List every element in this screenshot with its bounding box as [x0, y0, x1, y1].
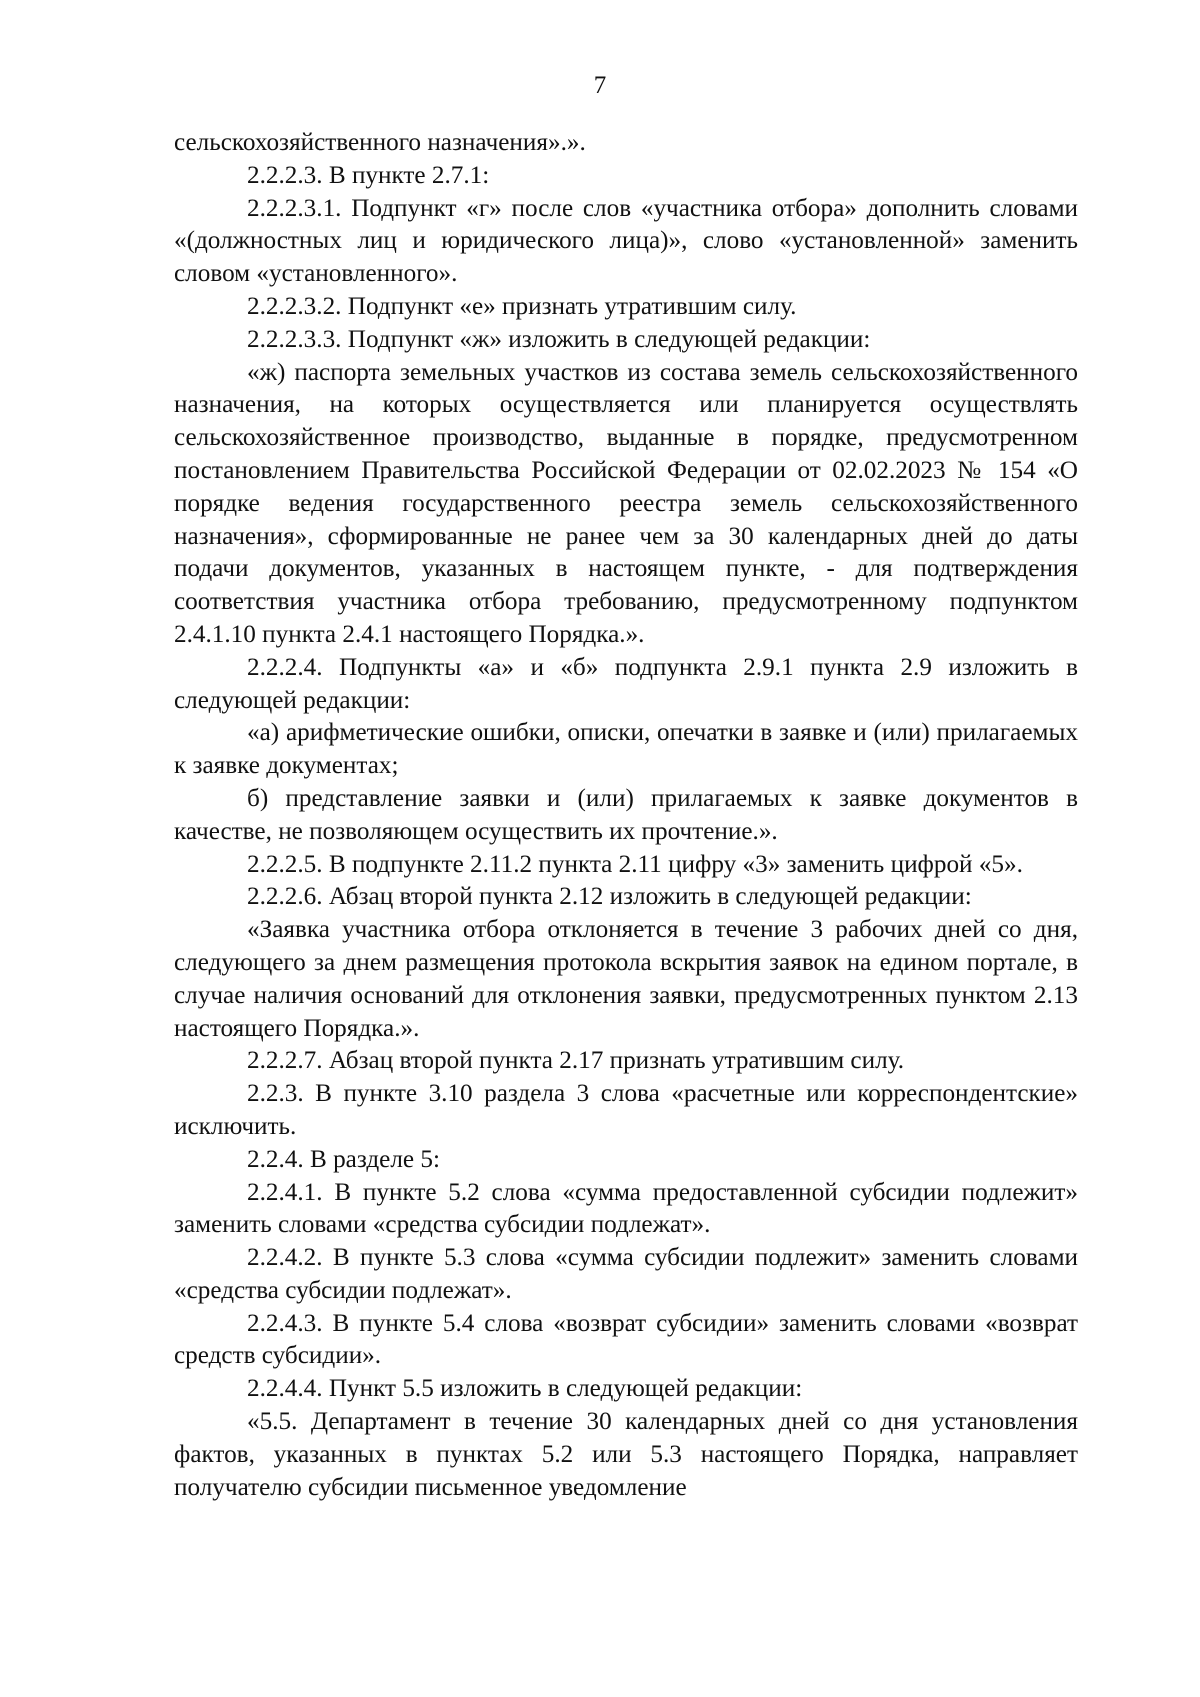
paragraph: сельскохозяйственного назначения».».: [174, 129, 586, 156]
paragraph: 2.2.4. В разделе 5:: [247, 1145, 440, 1173]
paragraph: 2.2.4.2. В пункте 5.3 слова «сумма субсидии подлежит» заменить словами «средства субсидии подлежат».: [174, 1244, 1078, 1304]
paragraph: «5.5. Департамент в течение 30 календарных дней со дня установления фактов, указанных в пунктах 5.2 или 5.3 настоящего Порядка, направляет получателю субсидии письменное уведомление: [174, 1408, 1078, 1501]
paragraph: 2.2.4.4. Пункт 5.5 изложить в следующей редакции:: [247, 1375, 803, 1403]
paragraph: 2.2.2.5. В подпункте 2.11.2 пункта 2.11 цифру «3» заменить цифрой «5».: [247, 850, 1023, 878]
page-number: 7: [593, 72, 607, 99]
paragraph: 2.2.2.3.3. Подпункт «ж» изложить в следующей редакции:: [247, 325, 871, 353]
paragraph: 2.2.4.1. В пункте 5.2 слова «сумма предоставленной субсидии подлежит» заменить словами «средства субсидии подлежат».: [174, 1178, 1078, 1239]
paragraph: 2.2.2.4. Подпункты «а» и «б» подпункта 2.9.1 пункта 2.9 изложить в следующей редакции:: [174, 653, 1078, 714]
paragraph: 2.2.2.7. Абзац второй пункта 2.17 признать утратившим силу.: [247, 1047, 905, 1075]
paragraph: 2.2.3. В пункте 3.10 раздела 3 слова «расчетные или корреспондентские» исключить.: [174, 1080, 1078, 1140]
paragraph: «а) арифметические ошибки, описки, опечатки в заявке и (или) прилагаемых к заявке документах;: [174, 719, 1078, 780]
document-body: [174, 127, 1078, 1504]
paragraph: 2.2.2.3. В пункте 2.7.1:: [247, 161, 490, 189]
paragraph: 2.2.4.3. В пункте 5.4 слова «возврат субсидии» заменить словами «возврат средств субсидии».: [174, 1309, 1078, 1370]
paragraph: 2.2.2.6. Абзац второй пункта 2.12 изложить в следующей редакции:: [247, 883, 972, 911]
paragraph: 2.2.2.3.2. Подпункт «е» признать утратившим силу.: [247, 292, 797, 320]
paragraph: «Заявка участника отбора отклоняется в течение 3 рабочих дней со дня, следующего за днем размещения протокола вскрытия заявок на едином портале, в случае наличия оснований для отклонения заявки, предусмотренных пунктом 2.13 настоящего Порядка.».: [174, 916, 1078, 1042]
paragraph: «ж) паспорта земельных участков из состава земель сельскохозяйственного назначения, на которых осуществляется или планируется осуществлять сельскохозяйственное производство, выданные в порядке, предусмотренном постановлением Правительства Российской Федерации от 02.02.2023 № 154 «О порядке ведения государственного реестра земель сельскохозяйственного назначения», сформированные не ранее чем за 30 календарных дней до даты подачи документов, указанных в настоящем пункте, - для подтверждения соответствия участника отбора требованию, предусмотренному подпунктом 2.4.1.10 пункта 2.4.1 настоящего Порядка.».: [174, 358, 1078, 648]
paragraph: б) представление заявки и (или) прилагаемых к заявке документов в качестве, не позволяющем осуществить их прочтение.».: [174, 784, 1078, 845]
paragraph: 2.2.2.3.1. Подпункт «г» после слов «участника отбора» дополнить словами «(должностных лиц и юридического лица)», слово «установленной» заменить словом «установленного».: [174, 194, 1078, 288]
